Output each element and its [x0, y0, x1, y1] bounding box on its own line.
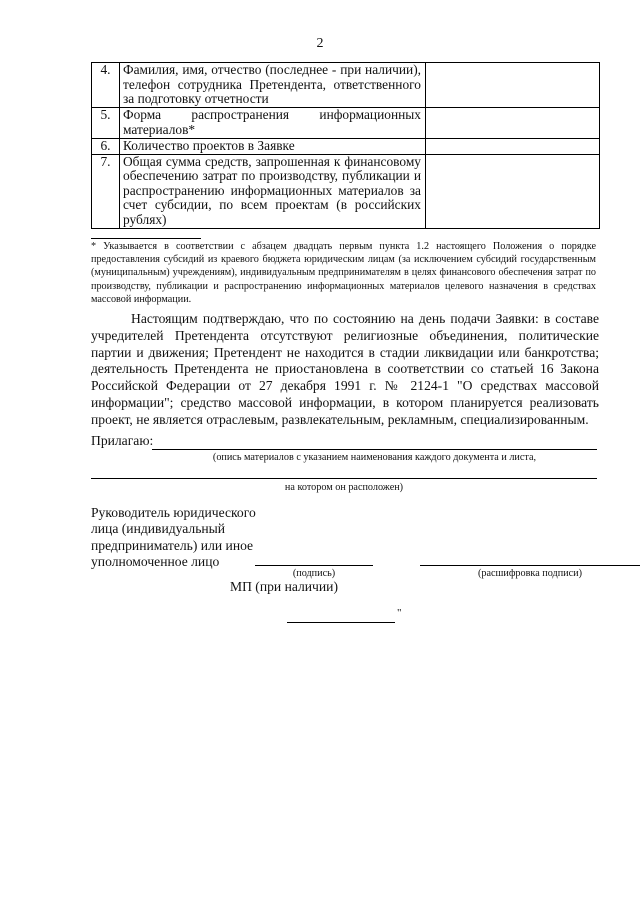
row-label: Общая сумма средств, запрошенная к финансовому обеспечению затрат по производству, публикации и распространению информационных материалов за счет субсидии, по всем проектам (в российских рублях)	[120, 154, 426, 228]
info-table	[91, 62, 600, 229]
seal-label: МП (при наличии)	[230, 579, 338, 594]
attachment-caption-1: (опись материалов с указанием наименования каждого документа и листа,	[212, 452, 537, 463]
table-row	[92, 139, 600, 155]
signature-caption: (подпись)	[292, 568, 336, 579]
date-quote-mark: "	[397, 607, 402, 619]
row-value[interactable]	[426, 139, 600, 155]
table-row	[92, 63, 600, 108]
row-label: Фамилия, имя, отчество (последнее - при наличии), телефон сотрудника Претендента, ответственного за подготовку отчетности	[120, 63, 426, 108]
confirmation-paragraph: Настоящим подтверждаю, что по состоянию на день подачи Заявки: в составе учредителей Претендента отсутствуют религиозные объединения, политические партии и движения; Претендент не находится в стадии ликвидации или банкротства; деятельность Претендента не приостановлена в соответствии со статьей 16 Закона Российской Федерации от 27 декабря 1991 г. № 2124-1 "О средствах массовой информации"; средство массовой информации, в котором планируется реализовать проект, не является отраслевым, развлекательным, рекламным, специализированным.	[91, 311, 599, 427]
row-number: 7.	[92, 154, 120, 228]
attachment-line-1[interactable]	[152, 449, 597, 450]
signer-label: Руководитель юридического лица (индивидуальный предприниматель) или иное уполномоченное лицо	[91, 505, 256, 570]
signature-decode-line[interactable]	[420, 565, 640, 566]
footnote-separator	[91, 238, 201, 239]
table-row	[92, 108, 600, 139]
footnote: * Указывается в соответствии с абзацем двадцать первым пункта 1.2 настоящего Положения о порядке предоставления субсидий из краевого бюджета юридическим лицам (за исключением субсидий государственным (муниципальным) учреждениям), индивидуальным предпринимателям в целях финансового обеспечения затрат по производству, публикации и распространению информационных материалов целевого назначения в средствах массовой информации.	[91, 241, 596, 305]
row-label: Форма распространения информационных материалов*	[120, 108, 426, 139]
row-value[interactable]	[426, 154, 600, 228]
date-line[interactable]	[287, 622, 395, 623]
row-number: 5.	[92, 108, 120, 139]
row-value[interactable]	[426, 63, 600, 108]
attachment-label: Прилагаю:	[91, 433, 154, 448]
page-number: 2	[316, 36, 324, 51]
row-number: 4.	[92, 63, 120, 108]
table-row	[92, 154, 600, 228]
signature-line[interactable]	[255, 565, 373, 566]
attachment-caption-2: на котором он расположен)	[284, 482, 404, 493]
row-value[interactable]	[426, 108, 600, 139]
row-number: 6.	[92, 139, 120, 155]
attachment-line-2[interactable]	[91, 478, 597, 479]
row-label: Количество проектов в Заявке	[120, 139, 426, 155]
signature-decode-caption: (расшифровка подписи)	[478, 568, 582, 579]
